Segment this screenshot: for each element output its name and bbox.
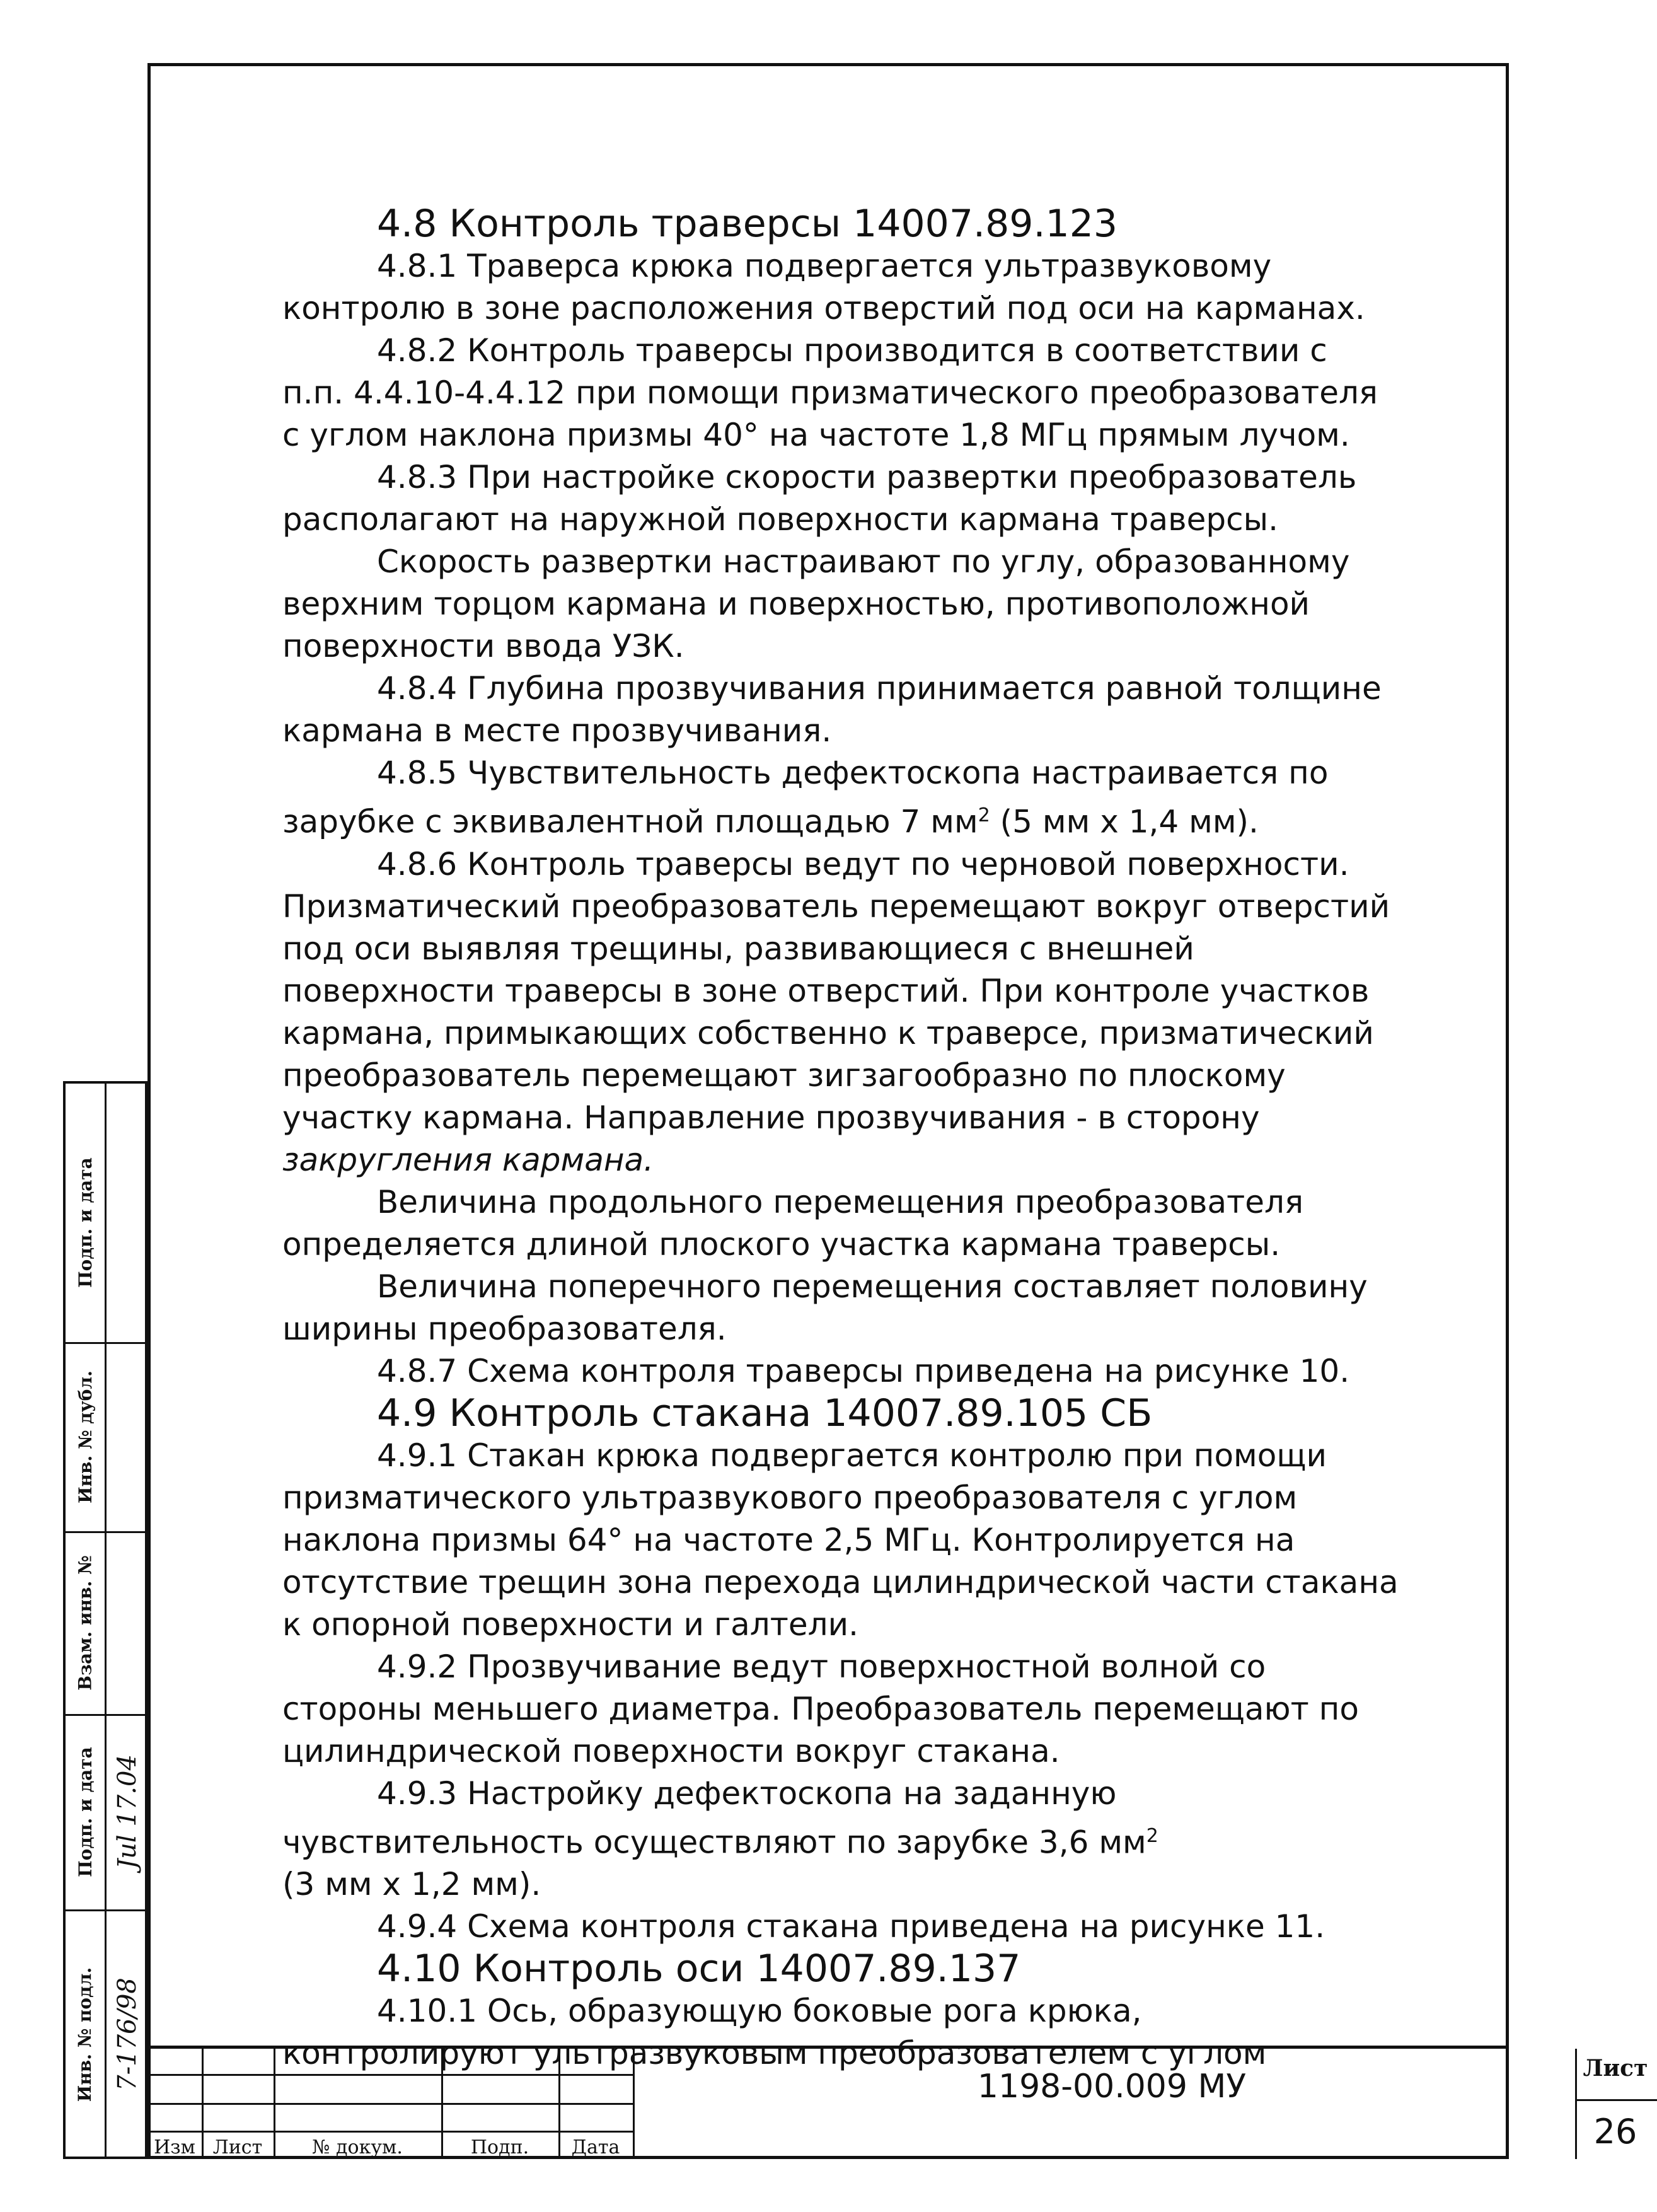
- text-line: отсутствие трещин зона перехода цилиндрической части стакана: [282, 1563, 1399, 1601]
- handwritten-text: Jul 17.04: [113, 1754, 142, 1869]
- text-line: 4.10.1 Ось, образующую боковые рога крюка,: [377, 1993, 1142, 2030]
- text-line: Величина поперечного перемещения составляет половину: [377, 1268, 1368, 1305]
- text-line: преобразователь перемещают зигзагообразно по плоскому: [282, 1057, 1286, 1094]
- col-doc-number: № докум.: [312, 2136, 403, 2158]
- text-line: 4.8.5 Чувствительность дефектоскопа настраивается по: [377, 755, 1329, 791]
- label-inv-podl: [66, 1909, 105, 2159]
- label-podp-data-bottom: [66, 1714, 105, 1909]
- text-line: кармана в месте прозвучивания.: [282, 712, 832, 749]
- section-heading-4-9: 4.9 Контроль стакана 14007.89.105 СБ: [377, 1391, 1153, 1435]
- label-vzam-inv: [66, 1531, 105, 1714]
- text-line: располагают на наружной поверхности кармана траверсы.: [282, 501, 1278, 538]
- handwritten-date: [105, 1714, 150, 1909]
- text-line: закругления кармана.: [282, 1141, 654, 1178]
- stamp-row-line: [147, 2103, 633, 2105]
- text-line: верхним торцом кармана и поверхностью, противоположной: [282, 586, 1310, 622]
- strip-label: Подп. и дата: [74, 1157, 96, 1288]
- section-heading-4-8: 4.8 Контроль траверсы 14007.89.123: [377, 202, 1118, 246]
- col-izm: Изм: [154, 2136, 195, 2158]
- handwritten-inventory-number: [105, 1909, 150, 2159]
- strip-label: Инв. № подл.: [74, 1967, 96, 2102]
- text-line: Величина продольного перемещения преобразователя: [377, 1183, 1304, 1220]
- text-line: 4.9.3 Настройку дефектоскопа на заданную: [377, 1775, 1117, 1812]
- sheet-label: Лист: [1583, 2055, 1648, 2082]
- text-fragment: чувствительность осуществляют по зарубке 3,6 мм: [282, 1824, 1146, 1861]
- text-line: контролируют ультразвуковым преобразователем с углом: [282, 2035, 1267, 2072]
- text-line: 4.8.4 Глубина прозвучивания принимается равной толщине: [377, 670, 1382, 707]
- col-list: Лист: [212, 2136, 263, 2158]
- col-signature: Подп.: [470, 2136, 529, 2158]
- text-line: под оси выявляя трещины, развивающиеся с внешней: [282, 930, 1194, 967]
- strip-label: Взам. инв. №: [74, 1555, 96, 1691]
- text-line: стороны меньшего диаметра. Преобразователь перемещают по: [282, 1690, 1359, 1727]
- text-line: к опорной поверхности и галтели.: [282, 1606, 858, 1643]
- text-line: с углом наклона призмы 40° на частоте 1,8 МГц прямым лучом.: [282, 417, 1350, 453]
- text-line: 4.8.2 Контроль траверсы производится в соответствии с: [377, 332, 1327, 369]
- text-line: 4.9.4 Схема контроля стакана приведена на рисунке 11.: [377, 1908, 1325, 1945]
- text-line: участку кармана. Направление прозвучивания - в сторону: [282, 1099, 1260, 1136]
- text-line: поверхности траверсы в зоне отверстий. При контроле участков: [282, 972, 1370, 1009]
- document-number: 1198-00.009 МУ: [977, 2068, 1247, 2105]
- text-line: [282, 794, 1366, 843]
- text-line: призматического ультразвукового преобразователя с углом: [282, 1479, 1298, 1516]
- text-line: 4.8.1 Траверса крюка подвергается ультразвуковому: [377, 248, 1272, 284]
- text-line: 4.9.2 Прозвучивание ведут поверхностной волной со: [377, 1648, 1266, 1685]
- text-line: п.п. 4.4.10-4.4.12 при помощи призматического преобразователя: [282, 374, 1378, 411]
- label-inv-dubl: [66, 1342, 105, 1531]
- text-line: 4.8.7 Схема контроля траверсы приведена на рисунке 10.: [377, 1352, 1350, 1389]
- strip-label: Подп. и дата: [74, 1746, 96, 1877]
- sheet-number: 26: [1593, 2112, 1637, 2151]
- text-line: 4.9.1 Стакан крюка подвергается контролю при помощи: [377, 1437, 1327, 1474]
- section-heading-4-10: 4.10 Контроль оси 14007.89.137: [377, 1947, 1021, 1991]
- document-body: [282, 202, 1399, 2075]
- handwritten-text: 7-176/98: [113, 1977, 142, 2091]
- text-line: поверхности ввода УЗК.: [282, 628, 684, 664]
- strip-label: Инв. № дубл.: [74, 1370, 96, 1503]
- text-line: ширины преобразователя.: [282, 1310, 727, 1347]
- label-podp-data-top: [66, 1109, 105, 1336]
- text-line: кармана, примыкающих собственно к траверсе, призматический: [282, 1014, 1374, 1051]
- text-line: (3 мм х 1,2 мм).: [282, 1866, 541, 1903]
- side-strip: [63, 1081, 147, 2159]
- text-line: [282, 1815, 1366, 1864]
- title-block: [147, 2046, 1648, 2159]
- text-line: наклона призмы 64° на частоте 2,5 МГц. Контролируется на: [282, 1521, 1295, 1558]
- superscript: 2: [978, 804, 990, 826]
- text-line: 4.8.6 Контроль траверсы ведут по черновой поверхности.: [377, 845, 1349, 883]
- col-date: Дата: [571, 2136, 620, 2158]
- text-line: Призматический преобразователь перемещают вокруг отверстий: [282, 888, 1390, 925]
- text-line: 4.8.3 При настройке скорости развертки преобразователь: [377, 459, 1357, 495]
- text-line: определяется длиной плоского участка кармана траверсы.: [282, 1225, 1281, 1263]
- text-fragment: зарубке с эквивалентной площадью 7 мм: [282, 803, 978, 840]
- stamp-row-line: [147, 2074, 633, 2076]
- text-line: Скорость развертки настраивают по углу, образованному: [377, 543, 1350, 580]
- text-line: контролю в зоне расположения отверстий под оси на карманах.: [282, 290, 1365, 327]
- superscript: 2: [1146, 1824, 1158, 1847]
- text-line: цилиндрической поверхности вокруг стакана.: [282, 1732, 1060, 1769]
- text-fragment: (5 мм х 1,4 мм).: [990, 803, 1259, 840]
